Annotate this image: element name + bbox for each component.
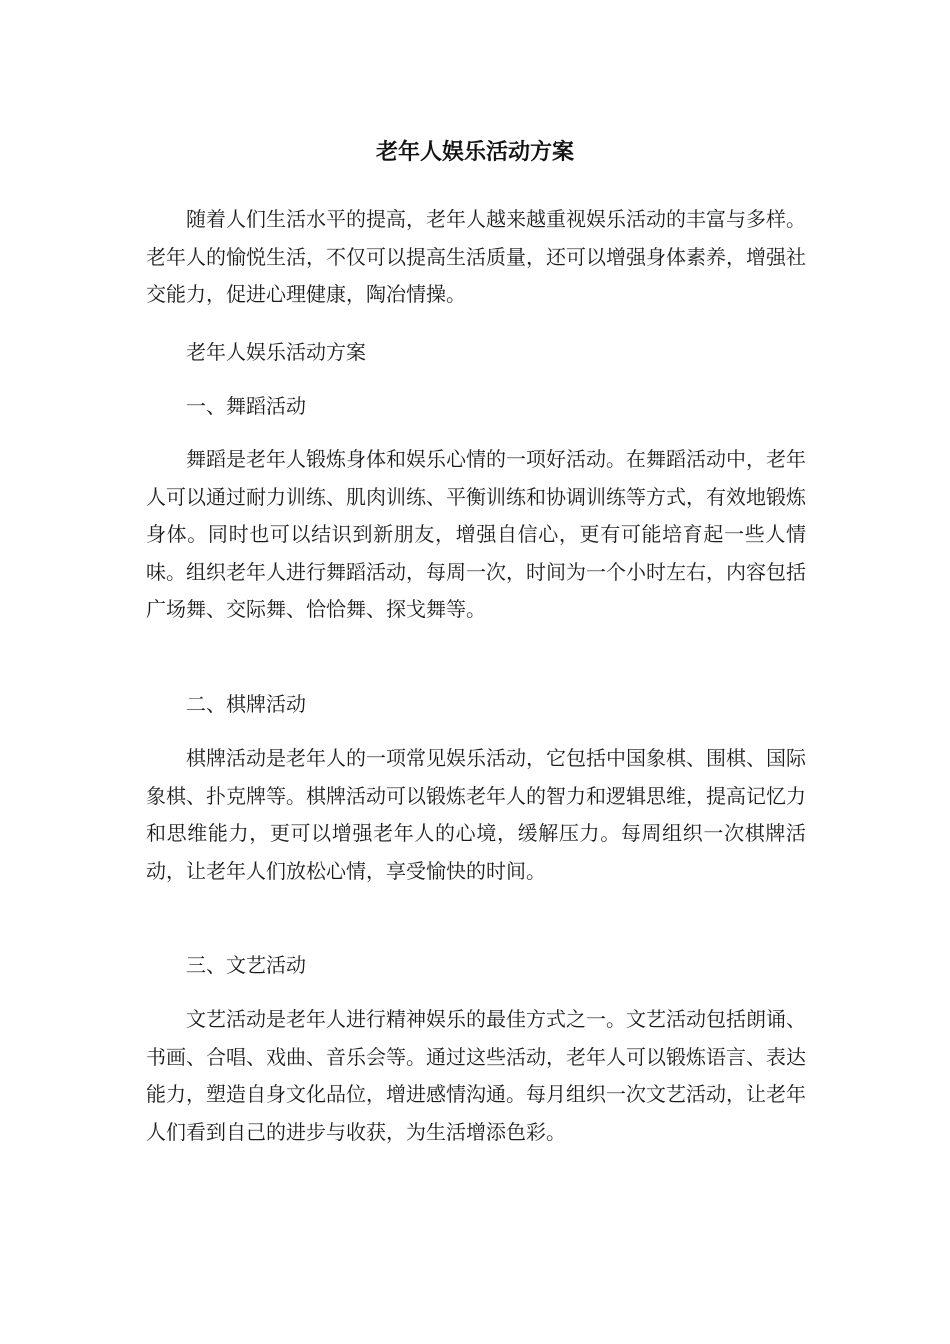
section-heading-chess: 二、棋牌活动 xyxy=(186,692,306,716)
subtitle-line: 老年人娱乐活动方案 xyxy=(186,340,366,364)
document-title: 老年人娱乐活动方案 xyxy=(375,140,574,165)
intro-paragraph: 随着人们生活水平的提高，老年人越来越重视娱乐活动的丰富与多样。老年人的愉悦生活，不仅可以提高生活质量，还可以增强身体素养，增强社交能力，促进心理健康，陶冶情操。 xyxy=(146,207,806,306)
section-body-arts: 文艺活动是老年人进行精神娱乐的最佳方式之一。文艺活动包括朗诵、书画、合唱、戏曲、音乐会等。通过这些活动，老年人可以锻炼语言、表达能力，塑造自身文化品位，增进感情沟通。每月组织一次文艺活动，让老年人们看到自己的进步与收获，为生活增添色彩。 xyxy=(146,1007,806,1144)
section-body-dance: 舞蹈是老年人锻炼身体和娱乐心情的一项好活动。在舞蹈活动中，老年人可以通过耐力训练、肌肉训练、平衡训练和协调训练等方式，有效地锻炼身体。同时也可以结识到新朋友，增强自信心，更有可能培育起一些人情味。组织老年人进行舞蹈活动，每周一次，时间为一个小时左右，内容包括广场舞、交际舞、恰恰舞、探戈舞等。 xyxy=(146,447,806,621)
section-body-chess: 棋牌活动是老年人的一项常见娱乐活动，它包括中国象棋、围棋、国际象棋、扑克牌等。棋牌活动可以锻炼老年人的智力和逻辑思维，提高记忆力和思维能力，更可以增强老年人的心境，缓解压力。每周组织一次棋牌活动，让老年人们放松心情，享受愉快的时间。 xyxy=(146,746,806,883)
section-heading-dance: 一、舞蹈活动 xyxy=(186,394,306,418)
section-heading-arts: 三、文艺活动 xyxy=(186,953,306,977)
